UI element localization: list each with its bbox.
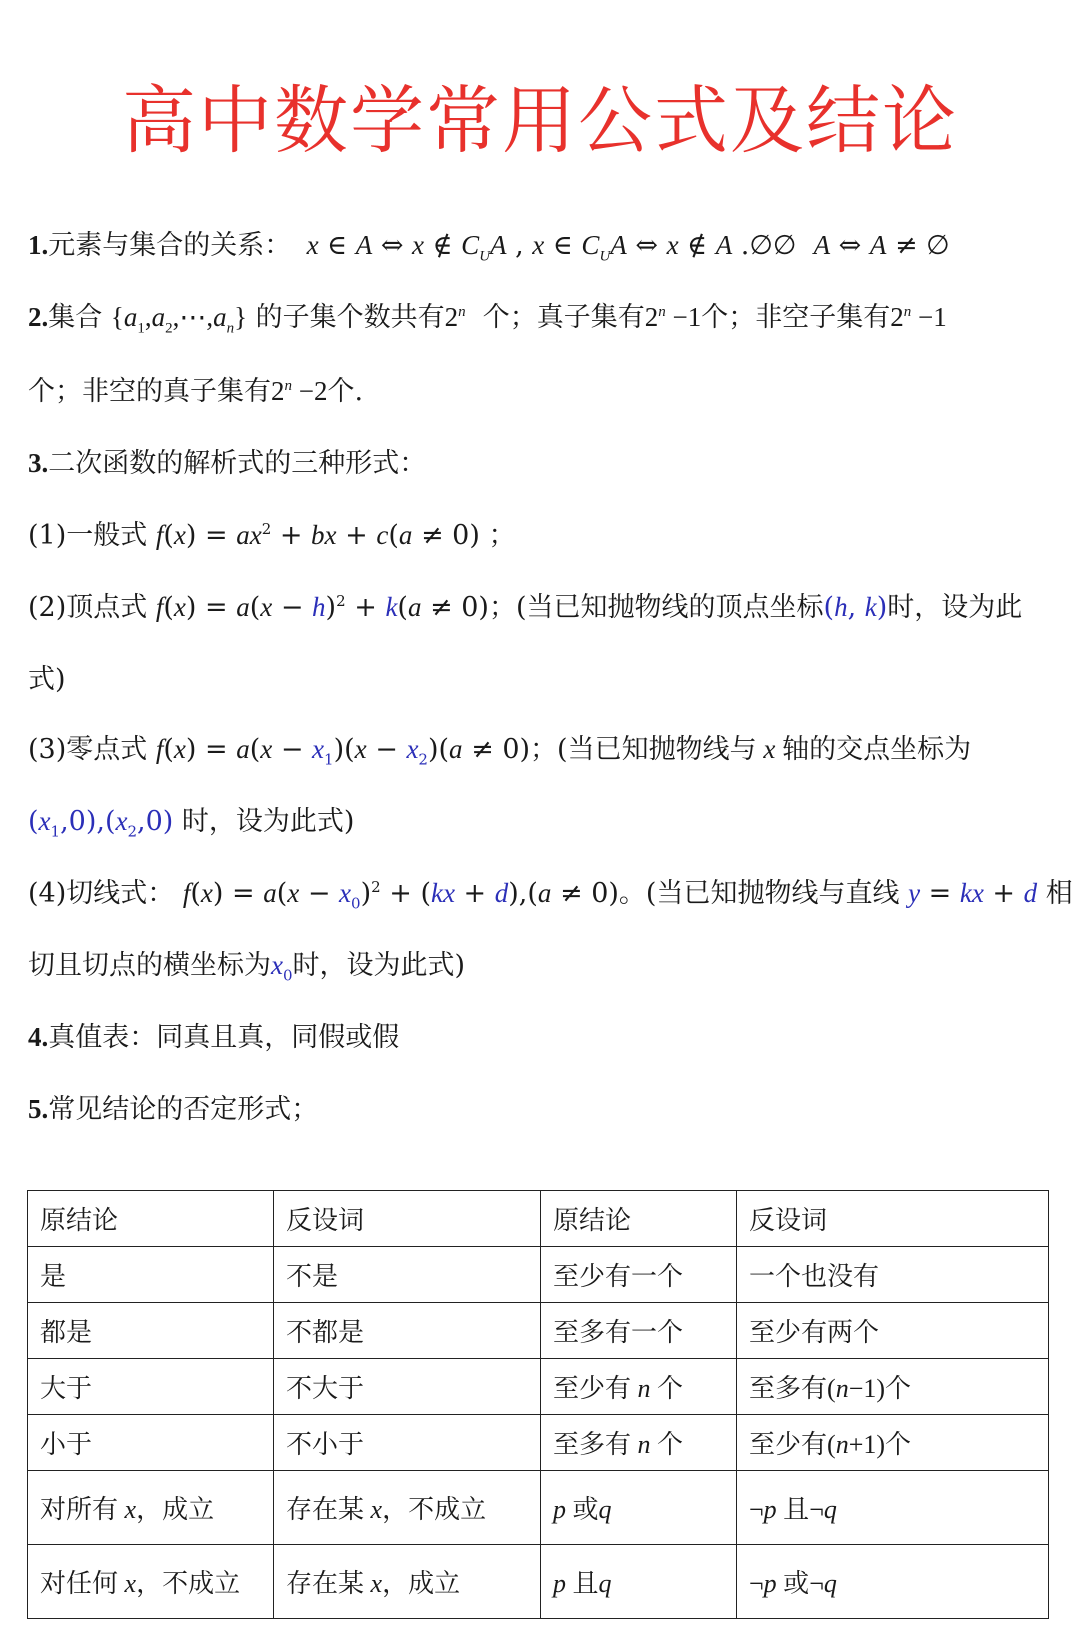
formula-zero: (3)零点式 $f(x) = a(x - x_1)(x - x_2)(a \ne 0)$；(当已知抛物线与 x 轴的交点坐标为 [28, 734, 972, 769]
table-cell: 不都是 [274, 1303, 541, 1359]
table-cell: 存在某 x，不成立 [274, 1471, 541, 1545]
table-cell: p 或q [541, 1471, 737, 1545]
table-cell: 小于 [28, 1415, 274, 1471]
table-row [28, 1247, 1049, 1303]
table-cell: 大于 [28, 1359, 274, 1415]
table-cell: p 且q [541, 1545, 737, 1619]
formula-vertex: (2)顶点式 $f(x) = a(x - h)^2 + k(a \ne 0)$；(当已知抛物线的顶点坐标(h, k)时，设为此 [28, 592, 1023, 623]
table-row [28, 1545, 1049, 1619]
formula-tangent: (4)切线式： $f(x) = a(x - x_0)^2 + (kx + d),(a \ne 0)$。(当已知抛物线与直线 y = kx + d 相 [28, 878, 1073, 913]
table-cell: 一个也没有 [737, 1247, 1049, 1303]
table-cell: 对所有 x，成立 [28, 1471, 274, 1545]
item-2-cont: 个；非空的真子集有$2^n -2$个. [28, 376, 364, 407]
table-header: 原结论 [541, 1191, 737, 1247]
table-cell: ¬p 且¬q [737, 1471, 1049, 1545]
item-5: 5.常见结论的否定形式； [28, 1094, 319, 1125]
table-cell: 至多有(n−1)个 [737, 1359, 1049, 1415]
table-cell: 至少有一个 [541, 1247, 737, 1303]
item-4: 4.真值表：同真且真，同假或假 [28, 1022, 400, 1053]
formula-tangent-cont: 切且切点的横坐标为$x_0$时，设为此式) [28, 950, 466, 985]
table-cell: 至多有 n 个 [541, 1415, 737, 1471]
table-header-row [28, 1191, 1049, 1247]
table-cell: 不大于 [274, 1359, 541, 1415]
formula-vertex-cont: 式) [28, 664, 66, 695]
item-2: 2.集合 $\{a_1,a_2,\cdots,a_n\}$ 的子集个数共有2$^n$ 个；真子集有$2^n -1$个；非空子集有$2^n -1$ [28, 302, 947, 337]
page-title: 高中数学常用公式及结论 [122, 78, 958, 164]
table-row [28, 1415, 1049, 1471]
formula-general: (1)一般式 $f(x) = ax^2$ + bx + c(a ≠ 0) ； [28, 520, 516, 551]
item-text: 元素与集合的关系： [48, 230, 292, 261]
formula-zero-cont: $(x_1,0),(x_2,0)$ 时，设为此式) [28, 806, 355, 841]
table-cell: 至少有两个 [737, 1303, 1049, 1359]
table-cell: 至少有(n+1)个 [737, 1415, 1049, 1471]
item-number: 1. [28, 230, 49, 260]
table-cell: 至多有一个 [541, 1303, 737, 1359]
item-3: 3.二次函数的解析式的三种形式： [28, 448, 427, 479]
table-cell: 至少有 n 个 [541, 1359, 737, 1415]
table-header: 反设词 [274, 1191, 541, 1247]
table-cell: 不小于 [274, 1415, 541, 1471]
table-header: 反设词 [737, 1191, 1049, 1247]
item-number: 2. [28, 302, 49, 332]
table-row [28, 1359, 1049, 1415]
negation-table [27, 1190, 1049, 1619]
table-row [28, 1471, 1049, 1545]
table-header: 原结论 [28, 1191, 274, 1247]
table-cell: 都是 [28, 1303, 274, 1359]
table-cell: 是 [28, 1247, 274, 1303]
table-cell: ¬p 或¬q [737, 1545, 1049, 1619]
table-cell: 对任何 x，不成立 [28, 1545, 274, 1619]
item-1: 1.元素与集合的关系： x ∈ A ⇔ x ∉ $C_UA$ , x ∈ $C_UA$ ⇔ x ∉ A .∅∅ A ⇔ A ≠ ∅ [28, 230, 950, 265]
table-cell: 存在某 x，成立 [274, 1545, 541, 1619]
table-row [28, 1303, 1049, 1359]
table-cell: 不是 [274, 1247, 541, 1303]
